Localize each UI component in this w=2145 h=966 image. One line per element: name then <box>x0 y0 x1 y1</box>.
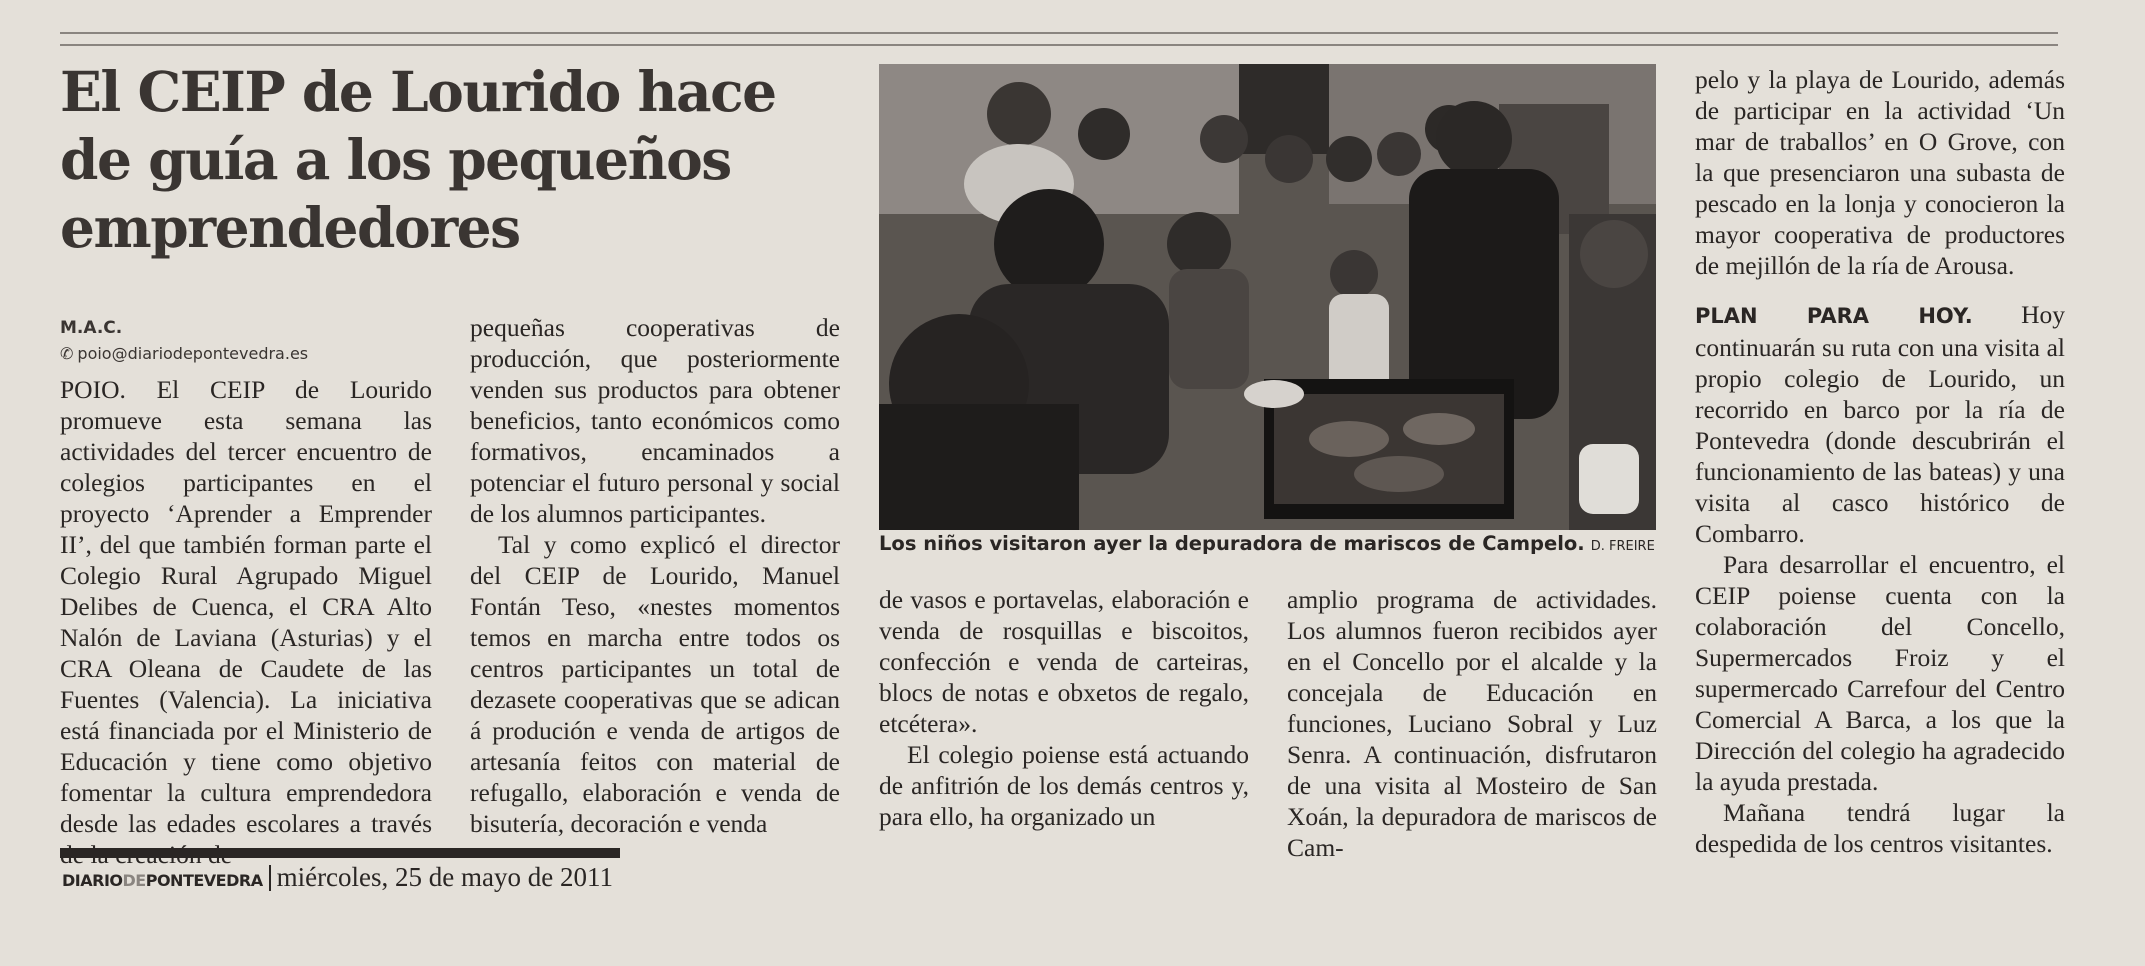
masthead-logo <box>62 871 263 890</box>
column-2 <box>470 312 840 839</box>
paragraph: El colegio poiense está actuando de anfitrión de los demás centros y, para ello, ha organizado un <box>879 740 1249 831</box>
masthead-part: DIARIO <box>62 871 123 890</box>
masthead-part: DE <box>122 871 146 890</box>
headline: El CEIP de Lourido hace de guía a los pequeños emprendedores <box>60 59 776 260</box>
paragraph: de vasos e portavelas, elaboración e venda de rosquillas e biscoitos, confección e venda de carteiras, blocs de notas e obxetos de regalo, etcétera». <box>879 585 1249 738</box>
paragraph-text: Hoy continuarán su ruta con una visita al propio colegio de Lourido, un recorrido en barco por la ría de Pontevedra (donde descubrirán el funcionamiento de las bateas) y una visita al casco histórico de Combarro. <box>1695 300 2065 548</box>
paragraph: Tal y como explicó el director del CEIP de Lourido, Manuel Fontán Teso, «nestes momentos temos en marcha entre todos os centros participantes un total de dezasete cooperativas que se adican á produción e venda de artigos de artesanía feitos con material de refugallo, elaboración e venda de bisutería, decoración e venda <box>470 530 840 838</box>
issue-date: miércoles, 25 de mayo de 2011 <box>276 862 613 892</box>
paragraph: amplio programa de actividades. Los alumnos fueron recibidos ayer en el Concello por el alcalde y la concejala de Educación en funciones, Luciano Sobral y Luz Senra. A continuación, disfrutaron de una visita al Mosteiro de San Xoán, la depuradora de mariscos de Cam- <box>1287 585 1657 862</box>
section-lead: PLAN PARA HOY. <box>1695 304 1973 328</box>
article-photo <box>879 64 1656 530</box>
email-address: poio@diariodepontevedra.es <box>77 344 309 363</box>
column-1 <box>60 374 432 870</box>
paragraph-lead <box>1695 299 2065 549</box>
byline-author: M.A.C. <box>60 318 123 338</box>
paragraph: pequeñas cooperativas de producción, que posteriormente venden sus productos para obtener beneficios, tanto económicos como formativos, encaminados a potenciar el futuro personal y social de los alumnos participantes. <box>470 313 840 528</box>
column-3 <box>879 584 1249 832</box>
footer-rule <box>60 848 620 858</box>
photo-caption <box>879 532 1659 555</box>
caption-text: Los niños visitaron ayer la depuradora de mariscos de Campelo. <box>879 532 1585 555</box>
photo-illustration <box>879 64 1656 530</box>
column-5 <box>1695 64 2065 859</box>
photo-credit: D. FREIRE <box>1590 539 1655 554</box>
email-icon: ✆ <box>60 344 74 363</box>
masthead-part: PONTEVEDRA <box>145 871 263 890</box>
byline-email[interactable] <box>60 344 308 363</box>
column-4 <box>1287 584 1657 863</box>
footer-separator <box>269 865 271 891</box>
page-footer <box>62 862 613 893</box>
top-rule <box>60 32 2058 46</box>
paragraph: Mañana tendrá lugar la despedida de los centros visitantes. <box>1695 798 2065 858</box>
paragraph: POIO. El CEIP de Lourido promueve esta semana las actividades del tercer encuentro de colegios participantes en el proyecto ‘Aprender a Emprender II’, del que también forman parte el Colegio Rural Agrupado Miguel Delibes de Cuenca, el CRA Alto Nalón de Laviana (Asturias) y el CRA Oleana de Caudete de las Fuentes (Valencia). La iniciativa está financiada por el Ministerio de Educación y tiene como objetivo fomentar la cultura emprendedora desde las edades escolares a través <box>60 375 432 838</box>
paragraph: Para desarrollar el encuentro, el CEIP poiense cuenta con la colaboración del Concello, Supermercados Froiz y el supermercado Carrefour del Centro Comercial A Barca, a los que la Dirección del colegio ha agradecido la ayuda prestada. <box>1695 550 2065 796</box>
paragraph: pelo y la playa de Lourido, además de participar en la actividad ‘Un mar de traballos’ en O Grove, con la que presenciaron una subasta de pescado en la lonja y conocieron la mayor cooperativa de productores de mejillón de la ría de Arousa. <box>1695 65 2065 280</box>
